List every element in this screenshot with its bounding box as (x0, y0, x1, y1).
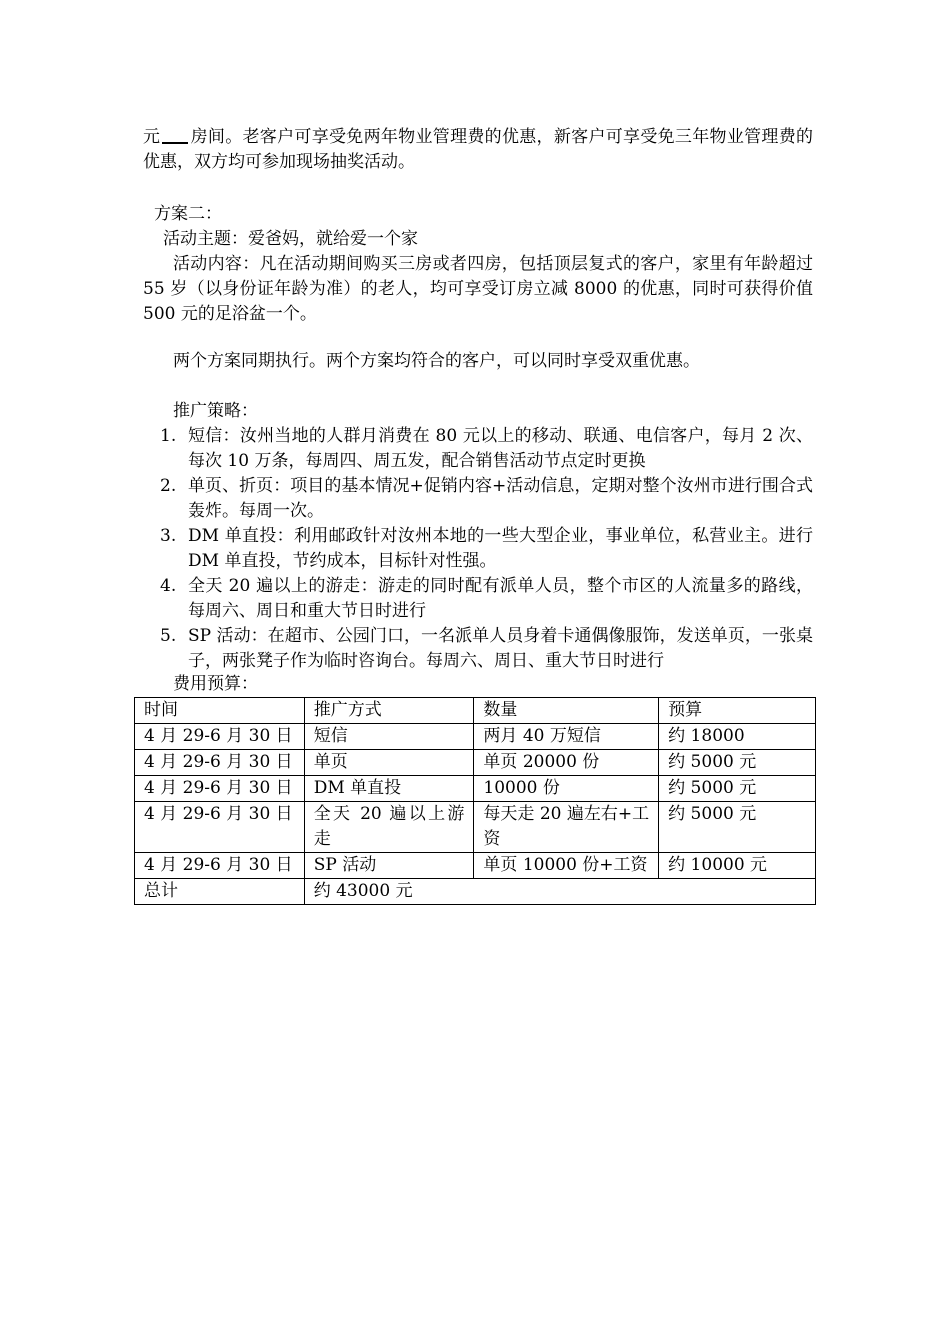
list-text: 单页、折页：项目的基本情况+促销内容+活动信息，定期对整个汝州市进行围合式轰炸。每周一次。 (188, 476, 813, 521)
list-number: 1. (160, 426, 177, 446)
plan2-heading: 方案二： (154, 204, 222, 224)
table-cell: 单页 20000 份 (474, 750, 659, 776)
table-cell: 短信 (304, 724, 474, 750)
table-cell: 全天 20 遍以上游走 (304, 802, 474, 853)
table-cell: 单页 10000 份+工资 (474, 853, 659, 879)
table-cell: 4 月 29-6 月 30 日 (135, 853, 305, 879)
intro-prefix: 元 (143, 127, 161, 147)
promotion-list (143, 424, 813, 674)
table-row (135, 724, 816, 750)
table-row (135, 776, 816, 802)
list-text: SP 活动：在超市、公园门口，一名派单人员身着卡通偶像服饰，发送单页，一张桌子，两张凳子作为临时咨询台。每周六、周日、重大节日时进行 (188, 626, 813, 671)
table-cell: 4 月 29-6 月 30 日 (135, 802, 305, 853)
plan2-theme: 活动主题：爱爸妈，就给爱一个家 (163, 229, 418, 249)
blank-underline (162, 124, 188, 144)
list-text: 短信：汝州当地的人群月消费在 80 元以上的移动、联通、电信客户，每月 2 次、每次 10 万条，每周四、周五发，配合销售活动节点定时更换 (188, 426, 813, 471)
table-row (135, 853, 816, 879)
list-item (143, 524, 813, 574)
promotion-heading: 推广策略： (173, 401, 258, 421)
table-cell: DM 单直投 (304, 776, 474, 802)
table-header-row (135, 698, 816, 724)
both-plans-note: 两个方案同期执行。两个方案均符合的客户，可以同时享受双重优惠。 (173, 351, 700, 371)
table-cell: 约 5000 元 (659, 776, 816, 802)
table-cell: 4 月 29-6 月 30 日 (135, 776, 305, 802)
header-cell-method: 推广方式 (304, 698, 474, 724)
list-text: DM 单直投：利用邮政针对汝州本地的一些大型企业，事业单位，私营业主。进行 DM 单直投，节约成本，目标针对性强。 (188, 526, 813, 571)
list-item (143, 424, 813, 474)
header-cell-time: 时间 (135, 698, 305, 724)
table-cell: 4 月 29-6 月 30 日 (135, 724, 305, 750)
table-row (135, 802, 816, 853)
header-cell-quantity: 数量 (474, 698, 659, 724)
header-cell-budget: 预算 (659, 698, 816, 724)
table-cell: 每天走 20 遍左右+工资 (474, 802, 659, 853)
table-cell: 单页 (304, 750, 474, 776)
list-number: 4. (160, 576, 177, 596)
list-number: 5. (160, 626, 177, 646)
table-row (135, 750, 816, 776)
total-value-cell: 约 43000 元 (304, 879, 815, 905)
list-number: 3. (160, 526, 177, 546)
list-item (143, 624, 813, 674)
table-cell: 两月 40 万短信 (474, 724, 659, 750)
total-label-cell: 总计 (135, 879, 305, 905)
table-cell: 约 5000 元 (659, 802, 816, 853)
list-item (143, 574, 813, 624)
table-cell: SP 活动 (304, 853, 474, 879)
list-text: 全天 20 遍以上的游走：游走的同时配有派单人员，整个市区的人流量多的路线，每周六、周日和重大节日时进行 (188, 576, 813, 621)
list-item (143, 474, 813, 524)
list-number: 2. (160, 476, 177, 496)
table-cell: 约 5000 元 (659, 750, 816, 776)
intro-suffix: 房间。老客户可享受免两年物业管理费的优惠，新客户可享受免三年物业管理费的优惠，双方均可参加现场抽奖活动。 (143, 127, 814, 172)
intro-paragraph (143, 124, 813, 175)
table-total-row (135, 879, 816, 905)
table-cell: 4 月 29-6 月 30 日 (135, 750, 305, 776)
plan2-content: 活动内容：凡在活动期间购买三房或者四房，包括顶层复式的客户，家里有年龄超过 55 岁（以身份证年龄为准）的老人，均可享受订房立减 8000 的优惠，同时可获得价值 500 元的足浴盆一个。 (143, 254, 813, 324)
table-cell: 约 10000 元 (659, 853, 816, 879)
table-cell: 10000 份 (474, 776, 659, 802)
budget-table (134, 697, 816, 905)
budget-heading: 费用预算： (173, 674, 258, 694)
table-cell: 约 18000 (659, 724, 816, 750)
